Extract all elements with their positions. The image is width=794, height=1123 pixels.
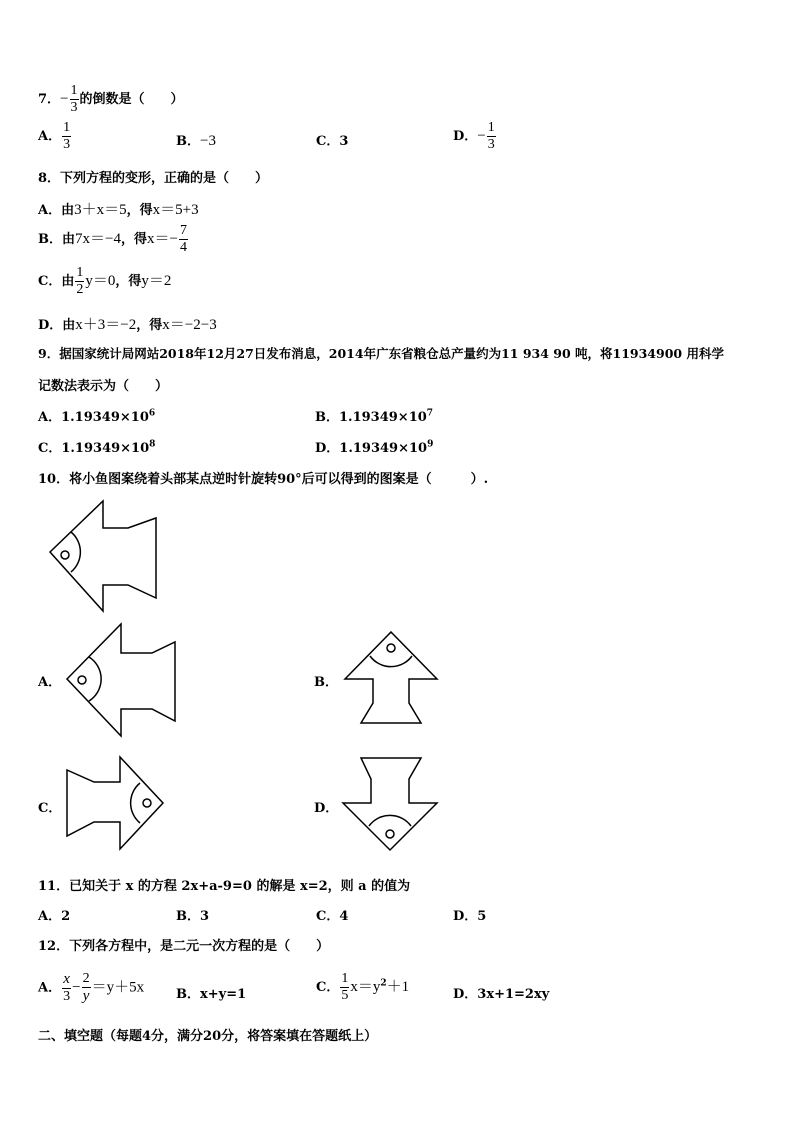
fish-figure-option-c [67,757,177,857]
question-11-stem: 11．已知关于 x 的方程 2x+a-9=0 的解是 x=2，则 a 的值为 [38,879,411,894]
question-9-stem-line2: 记数法表示为（ ） [38,379,169,394]
q11-option-d: D．5 [453,909,487,924]
q8-option-a: A．由3＋x＝5，得x＝5+3 [38,202,199,218]
q7-option-a: A． $\frac{1}{3}$ [38,120,71,152]
q12-option-a: A． $\frac{x}{3}$ − $\frac{2}{y}$ ＝y＋5x [38,971,145,1004]
q12-option-b: B．x+y=1 [176,987,247,1002]
q7-option-d: D．− $\frac{1}{3}$ [453,120,495,152]
question-12-stem: 12．下列各方程中，是二元一次方程的是（ ） [38,939,330,954]
q10-option-d-label: D． [314,801,339,816]
section-2-heading: 二、填空题（每题4分，满分20分，将答案填在答题纸上） [38,1029,378,1044]
question-9-stem-line1: 9．据国家统计局网站2018年12月27日发布消息，2014年广东省粮仓总产量约为11 934 90 吨，将11934900 用科学 [38,346,724,361]
q8-option-b: B．由7x＝−4，得x＝− $\frac{7}{4}$ [38,223,187,255]
q9-option-b: B．$1.19349\times 10^7$ [315,408,434,425]
q12-option-c: C． $\frac{1}{5}$ $x=y^2+1$ [316,971,410,1003]
q11-option-a: A．2 [38,909,71,924]
fish-figure-option-d [343,758,443,858]
q10-option-b-label: B． [314,675,338,690]
q11-option-b: B．3 [176,909,210,924]
question-10-stem: 10．将小鱼图案绕着头部某点逆时针旋转90°后可以得到的图案是（ ）. [38,472,489,487]
q9-option-c: C．$1.19349\times 10^8$ [38,439,156,456]
q9-option-d: D．$1.19349\times 10^9$ [315,439,434,456]
question-8-stem: 8．下列方程的变形，正确的是（ ） [38,171,269,186]
q10-option-c-label: C． [38,801,62,816]
fish-figure-option-a [67,624,187,739]
q11-option-c: C．4 [316,909,349,924]
question-7-stem: 7．− $\frac{1}{3}$ 的倒数是（ ） [38,83,184,115]
q7-option-b: B．−3 [176,133,216,149]
q8-option-c: C．由 $\frac{1}{2}$ y＝0，得y＝2 [38,265,172,297]
fish-figure-option-b [345,632,445,732]
q7-option-c: C．3 [316,134,349,149]
q12-option-d: D．3x+1=2xy [453,987,550,1002]
q10-option-a-label: A． [38,675,62,690]
q9-option-a: A．$1.19349\times 10^6$ [38,408,156,425]
q8-option-d: D．由x＋3＝−2，得x＝−2−3 [38,317,217,333]
fish-figure-original [48,500,168,615]
